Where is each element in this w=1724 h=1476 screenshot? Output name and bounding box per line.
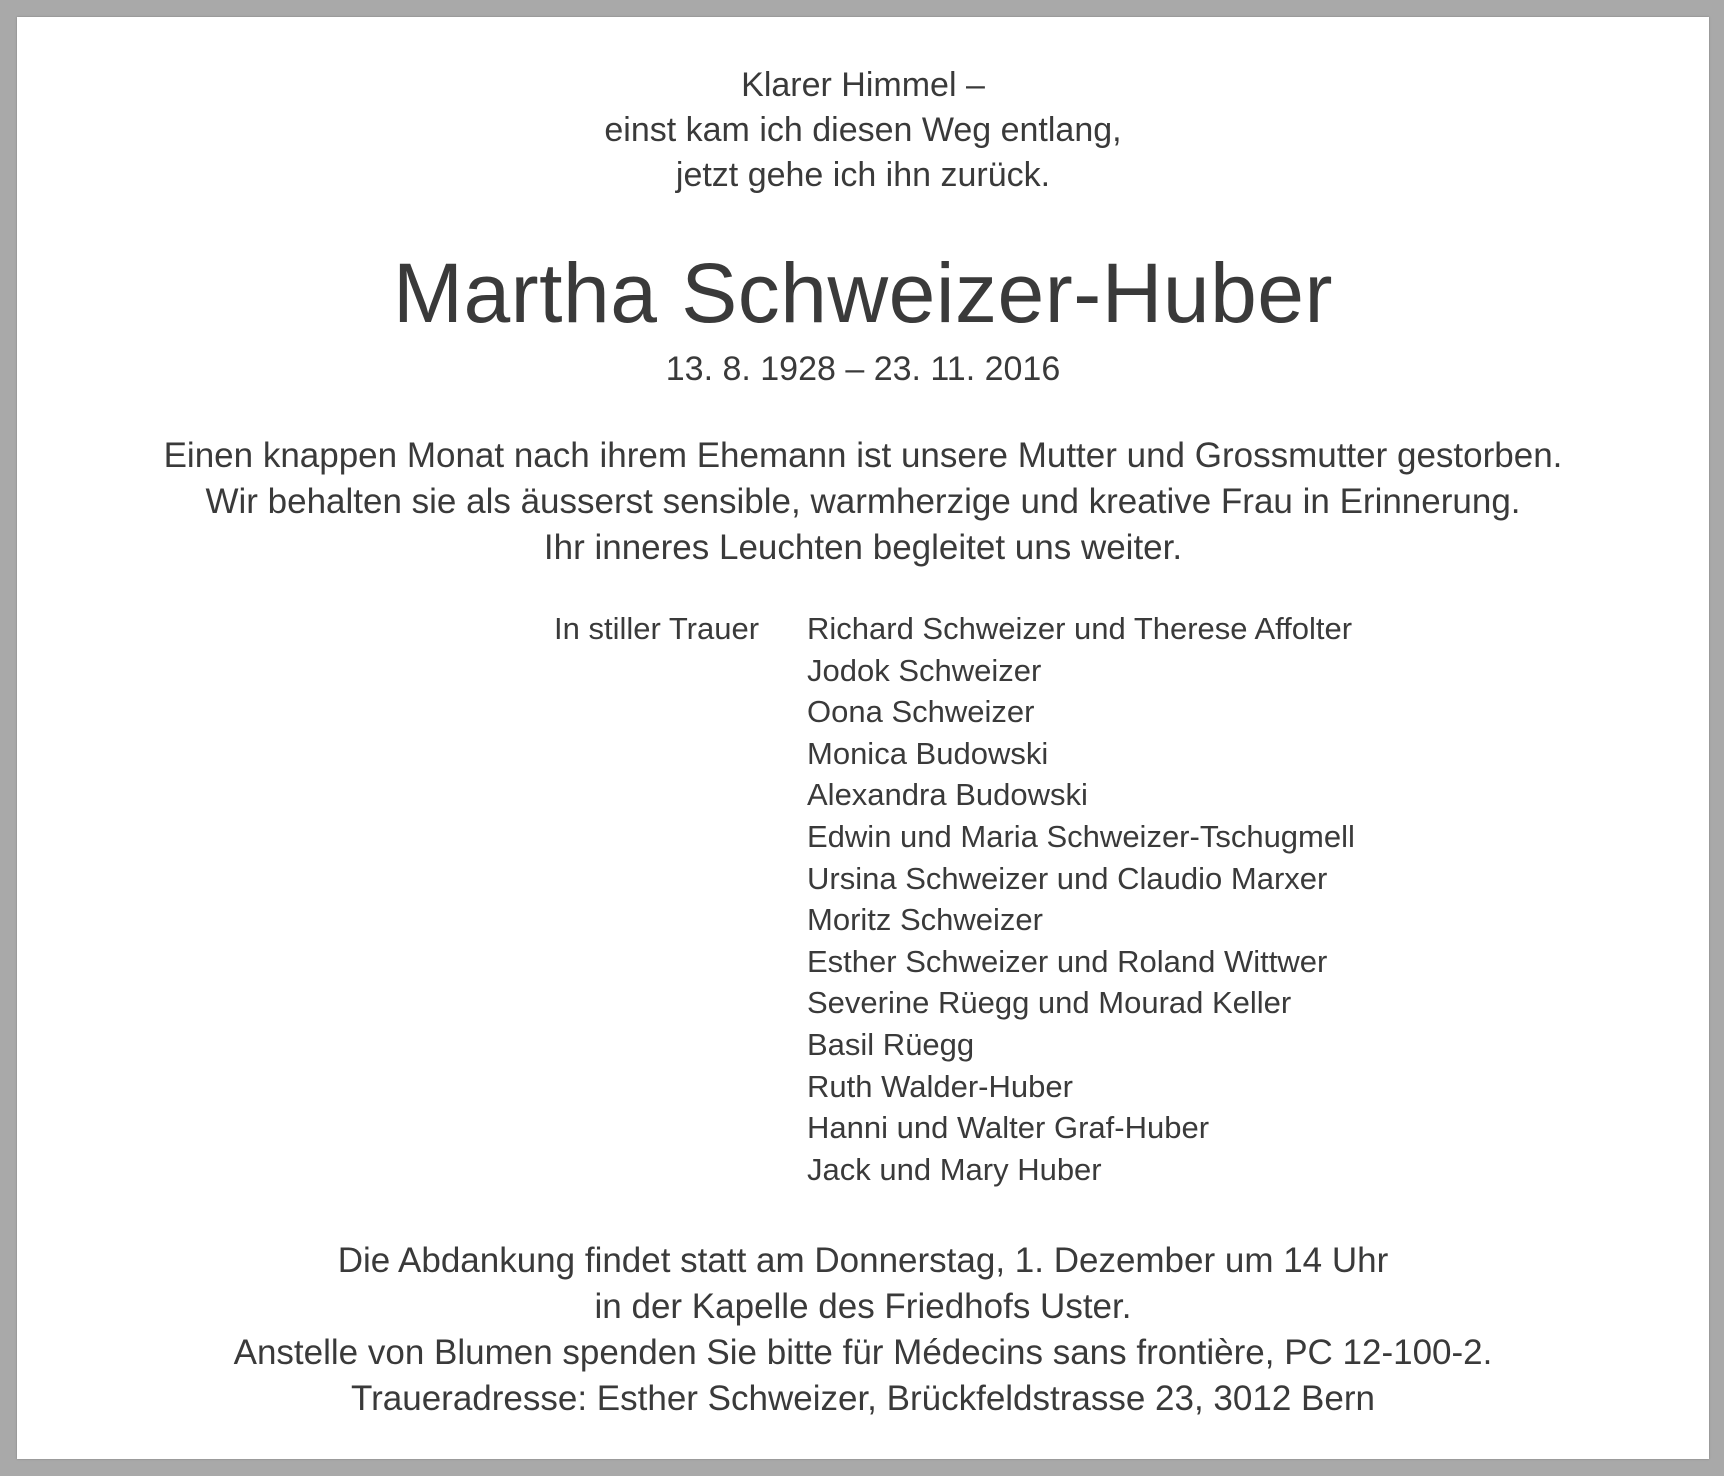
mourner-name: Basil Rüegg xyxy=(807,1026,975,1062)
mourners-list xyxy=(807,608,1355,1190)
mourner-name: Moritz Schweizer xyxy=(807,902,1043,938)
poem-line: jetzt gehe ich ihn zurück. xyxy=(675,156,1051,194)
service-details xyxy=(17,1238,1709,1422)
mourner-name: Alexandra Budowski xyxy=(807,777,1088,813)
poem-line: Klarer Himmel – xyxy=(741,66,985,104)
mourner-name: Hanni und Walter Graf-Huber xyxy=(807,1110,1210,1146)
mourner-name: Jodok Schweizer xyxy=(807,652,1042,688)
message-line: Wir behalten sie als äusserst sensible, warmherzige und kreative Frau in Erinnerung. xyxy=(205,482,1521,521)
poem-line: einst kam ich diesen Weg entlang, xyxy=(604,111,1122,149)
service-location: in der Kapelle des Friedhofs Uster. xyxy=(594,1287,1132,1326)
poem xyxy=(17,63,1709,198)
service-line: Die Abdankung findet statt am Donnerstag, 1. Dezember um 14 Uhr xyxy=(337,1241,1389,1280)
mourner-name: Oona Schweizer xyxy=(807,694,1035,730)
donation-note: Anstelle von Blumen spenden Sie bitte für Médecins sans frontière, PC 12-100-2. xyxy=(233,1333,1493,1372)
deceased-name: Martha Schweizer-Huber xyxy=(392,246,1333,340)
mourner-name: Esther Schweizer und Roland Wittwer xyxy=(807,943,1328,979)
memorial-message xyxy=(17,433,1709,571)
mourning-address: Traueradresse: Esther Schweizer, Brückfeldstrasse 23, 3012 Bern xyxy=(351,1379,1375,1418)
message-line: Ihr inneres Leuchten begleitet uns weiter. xyxy=(543,528,1183,567)
mourner-name: Ursina Schweizer und Claudio Marxer xyxy=(807,860,1328,896)
mourner-name: Severine Rüegg und Mourad Keller xyxy=(807,985,1292,1021)
mourner-name: Jack und Mary Huber xyxy=(807,1151,1102,1187)
mourners-label: In stiller Trauer xyxy=(554,611,760,646)
obituary-page xyxy=(17,17,1709,1459)
mourner-name: Ruth Walder-Huber xyxy=(807,1068,1073,1104)
life-dates: 13. 8. 1928 – 23. 11. 2016 xyxy=(665,350,1061,388)
mourner-name: Edwin und Maria Schweizer-Tschugmell xyxy=(807,818,1355,854)
message-line: Einen knappen Monat nach ihrem Ehemann ist unsere Mutter und Grossmutter gestorben. xyxy=(163,436,1563,475)
mourner-name: Richard Schweizer und Therese Affolter xyxy=(807,611,1353,646)
mourner-name: Monica Budowski xyxy=(807,735,1049,771)
